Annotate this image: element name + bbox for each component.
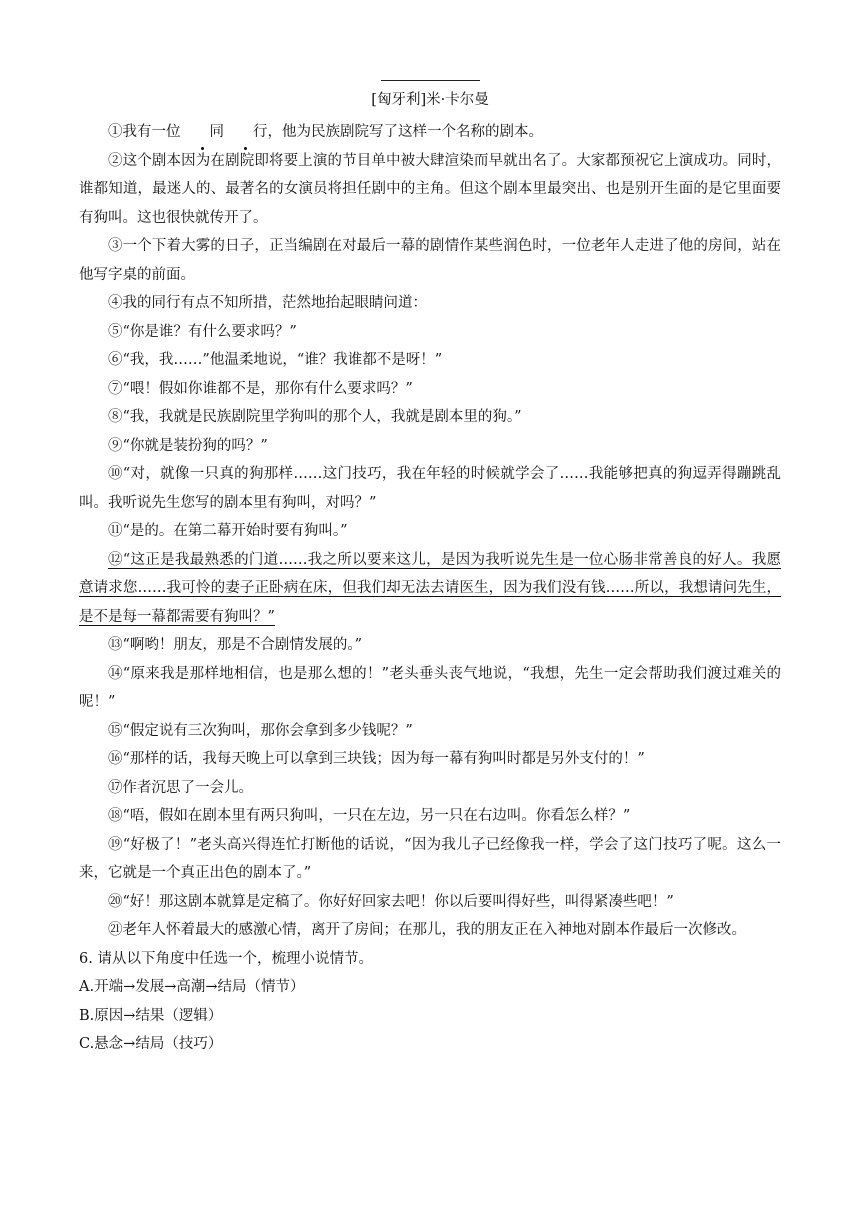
paragraph-11: ⑪“是的。在第二幕开始时要有狗叫。” <box>108 523 348 539</box>
article-body <box>79 118 781 1059</box>
paragraph-7: ⑦“喂！假如你谁都不是，那你有什么要求吗？” <box>108 380 413 397</box>
paragraph-17: ⑰作者沉思了一会儿。 <box>108 779 253 796</box>
paragraph-10: ⑩“对，就像一只真的狗那样……这门技巧，我在年轻的时候就学会了……我能够把真的狗逗弄得蹦跳乱叫。我听说先生您写的剧本里有狗叫，对吗？” <box>79 466 781 511</box>
title-blank-line <box>381 80 480 81</box>
question-stem: 6. 请从以下角度中任选一个，梳理小说情节。 <box>79 950 373 967</box>
paragraph-6: ⑥“我，我……”他温柔地说，“谁？我谁都不是呀！” <box>108 352 443 368</box>
paragraph-5: ⑤“你是谁？有什么要求吗？” <box>108 323 297 340</box>
paragraph-14: ⑭“原来我是那样地相信，也是那么想的！”老头垂头丧气地说，“我想，先生一定会帮助我们渡过难关的呢！” <box>79 665 781 710</box>
paragraph-21: ㉑老年人怀着最大的感激心情，离开了房间；在那儿，我的朋友正在入神地对剧本作最后一次修改。 <box>108 922 746 938</box>
paragraph-18: ⑱“唔，假如在剧本里有两只狗叫，一只在左边，另一只在右边叫。你看怎么样？” <box>108 808 631 824</box>
question-option-c: C.悬念→结局（技巧） <box>79 1036 223 1052</box>
author-line: [匈牙利]米·卡尔曼 <box>371 92 489 108</box>
paragraph-15: ⑮“假定说有三次狗叫，那你会拿到多少钱呢？” <box>108 722 413 739</box>
paragraph-8: ⑧“我，我就是民族剧院里学狗叫的那个人，我就是剧本里的狗。” <box>108 409 522 425</box>
paragraph-1 <box>79 118 781 147</box>
paragraph-13: ⑬“啊哟！朋友，那是不合剧情发展的。” <box>108 637 363 653</box>
paragraph-3: ③一个下着大雾的日子，正当编剧在对最后一幕的剧情作某些润色时，一位老年人走进了他的房间，站在他写字桌的前面。 <box>79 238 781 283</box>
paragraph-1-prefix: ①我有一位 <box>108 124 181 140</box>
paragraph-20: ⑳“好！那这剧本就算是定稿了。你好好回家去吧！你以后要叫得好些，叫得紧凑些吧！” <box>108 893 674 910</box>
paragraph-2: ②这个剧本因为在剧院即将要上演的节目单中被大肆渲染而早就出名了。大家都预祝它上演成功。同时，谁都知道，最迷人的、最著名的女演员将担任剧中的主角。但这个剧本里最突出、也是别开生面的是它里面要有狗叫。这也很快就传开了。 <box>79 152 781 226</box>
paragraph-19: ⑲“好极了！”老头高兴得连忙打断他的话说，“因为我儿子已经像我一样，学会了这门技巧了呢。这么一来，它就是一个真正出色的剧本了。” <box>79 836 781 881</box>
question-option-a: A.开端→发展→高潮→结局（情节） <box>79 979 305 995</box>
paragraph-12-underlined: ⑫“这正是我最熟悉的门道……我之所以要来这儿，是因为我听说先生是一位心肠非常善良的好人。我愿意请求您……我可怜的妻子正卧病在床，但我们却无法去请医生，因为我们没有钱……所以，我想请问先生，是不是每一幕都需要有狗叫？” <box>79 551 781 625</box>
paragraph-4: ④我的同行有点不知所措，茫然地抬起眼睛问道： <box>108 295 427 311</box>
emphasis-char-2: 行 <box>224 118 268 147</box>
question-option-b: B.原因→结果（逻辑） <box>79 1007 223 1024</box>
paragraph-16: ⑯“那样的话，我每天晚上可以拿到三块钱；因为每一幕有狗叫时都是另外支付的！” <box>108 751 645 767</box>
paragraph-1-suffix: ，他为民族剧院写了这样一个名称的剧本。 <box>267 124 543 140</box>
paragraph-9: ⑨“你就是装扮狗的吗？” <box>108 437 268 454</box>
emphasis-char-1: 同 <box>181 118 225 147</box>
